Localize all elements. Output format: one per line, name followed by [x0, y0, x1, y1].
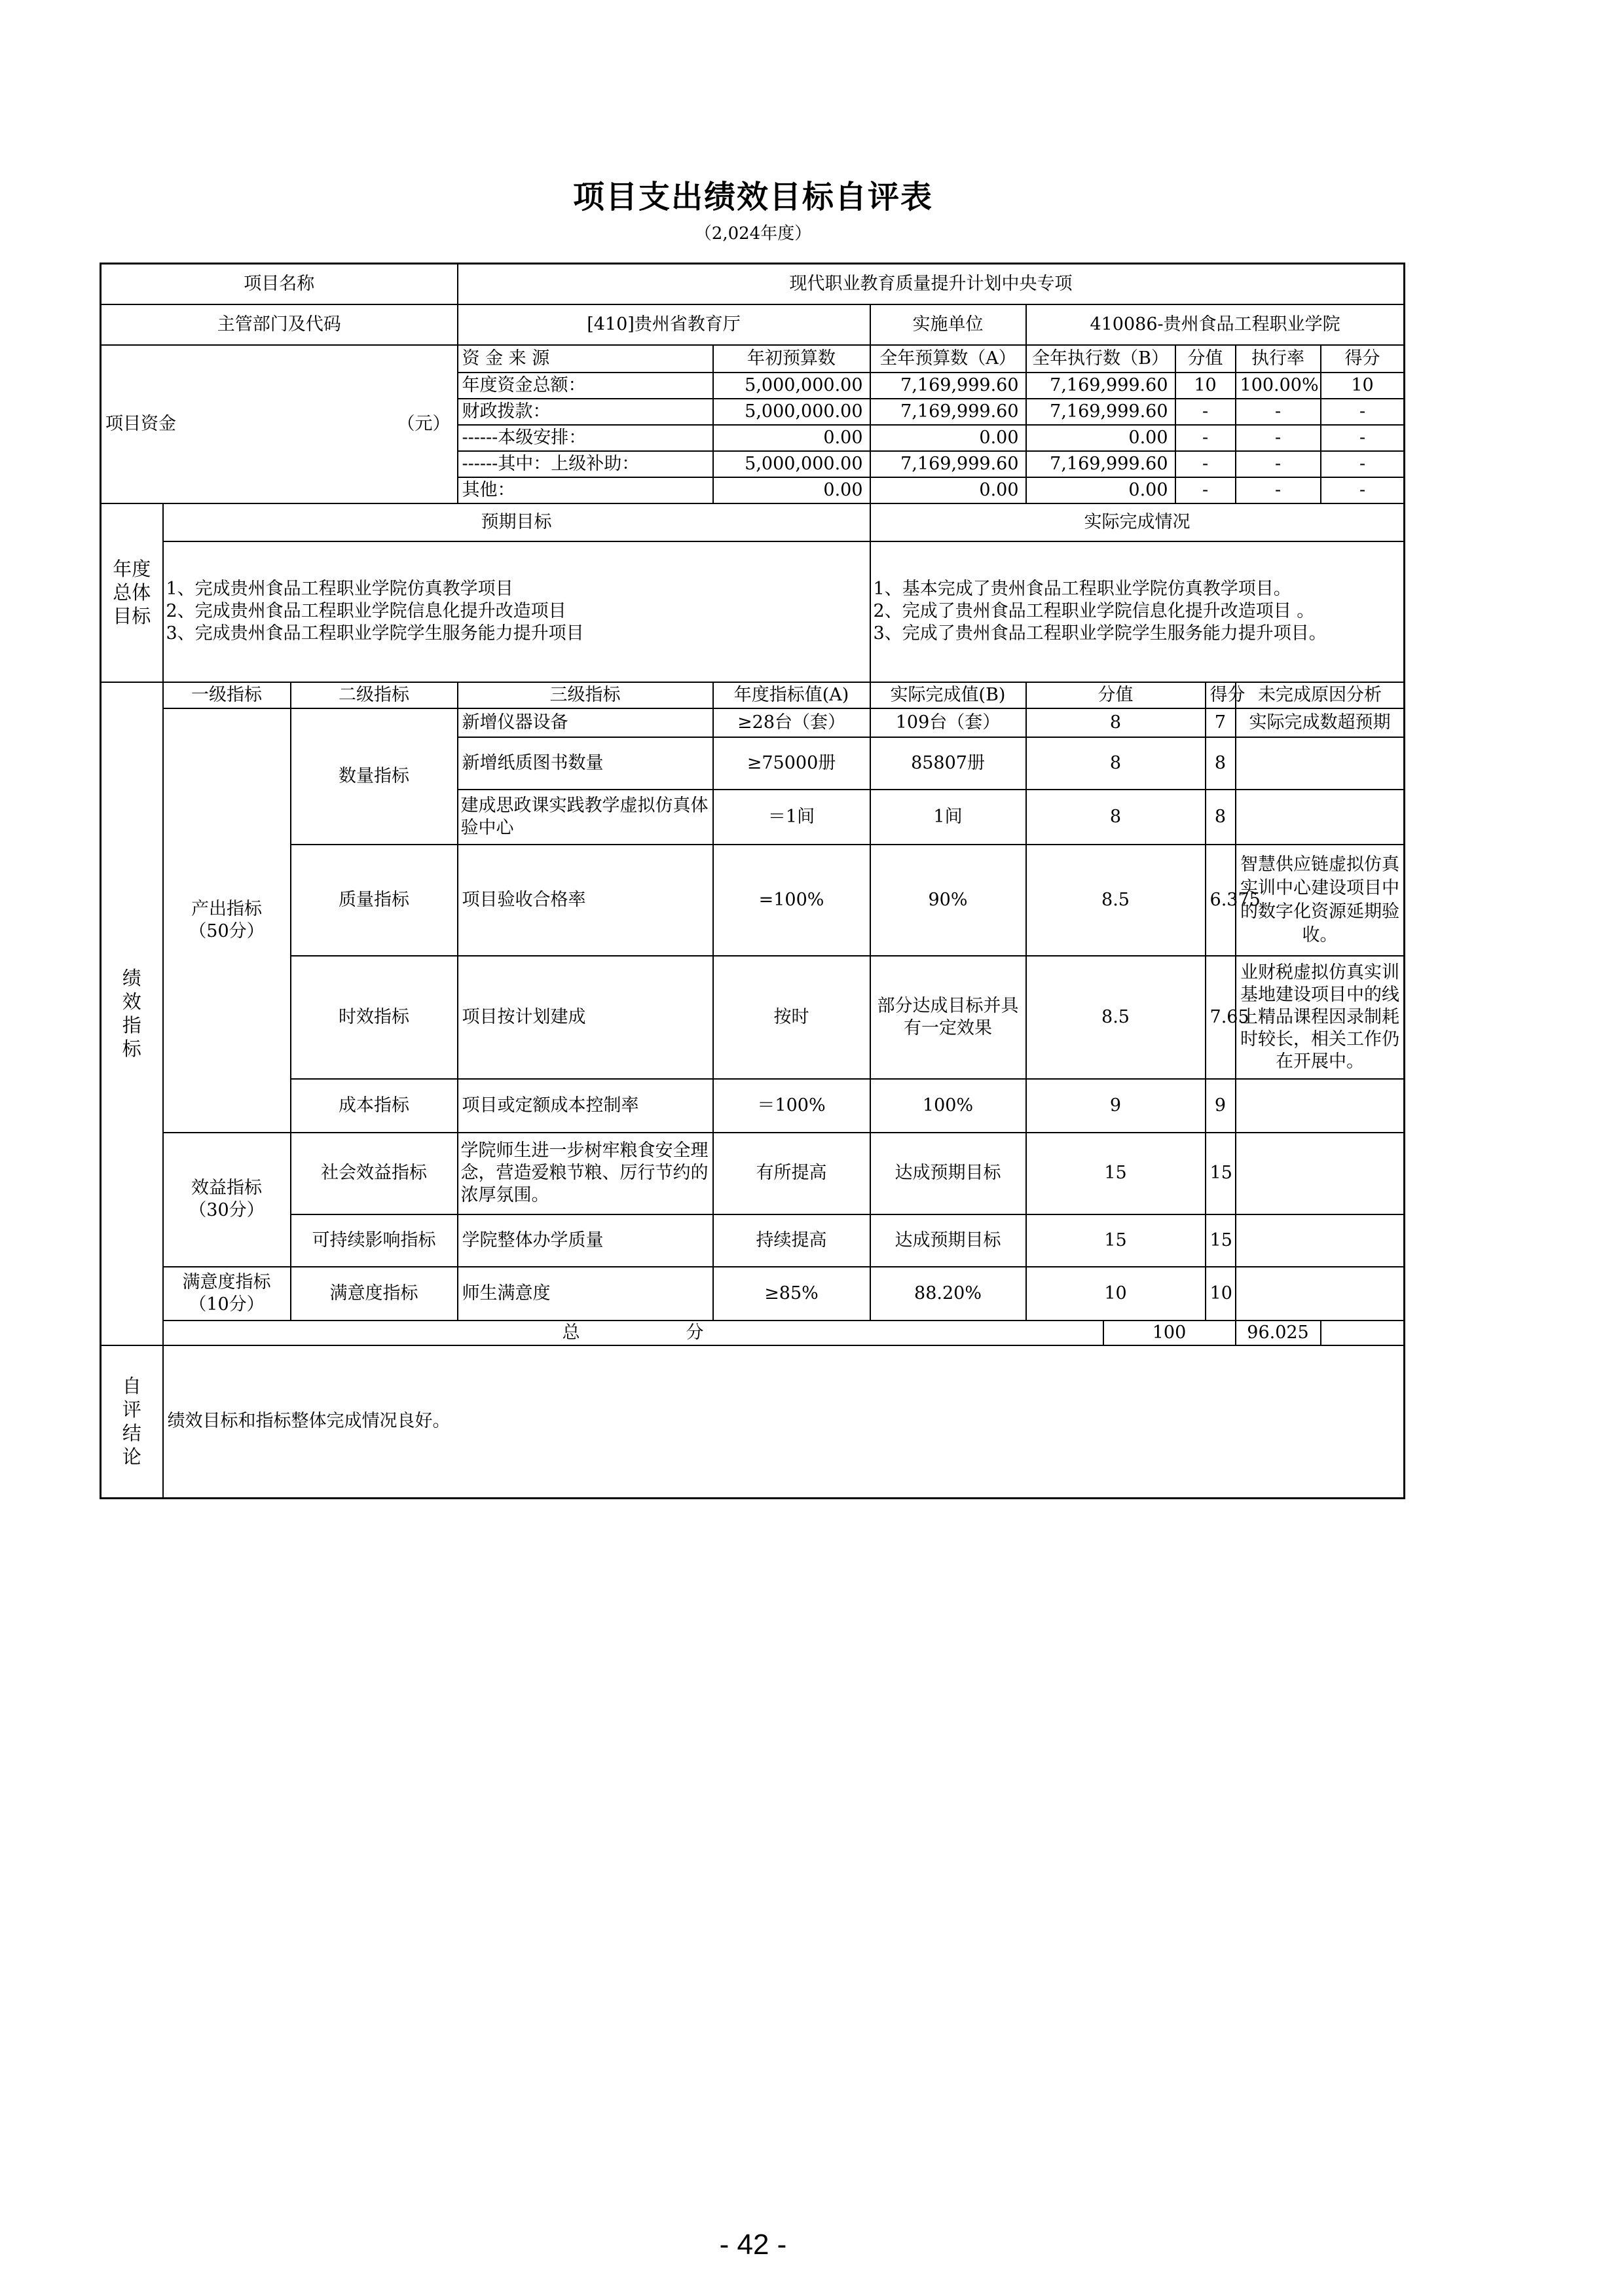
indicator-score: 10: [1026, 1267, 1206, 1321]
output-indicator-label: 产出指标 （50分）: [163, 708, 291, 1133]
timeliness-indicator-label: 时效指标: [291, 956, 458, 1079]
cost-indicator-label: 成本指标: [291, 1079, 458, 1133]
project-name-row: [101, 264, 1405, 304]
indicator-target: 持续提高: [713, 1214, 870, 1267]
funds-source: 其他：: [458, 477, 713, 503]
funds-got: -: [1321, 399, 1405, 425]
indicator-actual: 部分达成目标并具有一定效果: [870, 956, 1026, 1079]
funds-score: -: [1175, 425, 1236, 451]
funds-score: -: [1175, 451, 1236, 477]
funds-annual: 7,169,999.60: [870, 451, 1026, 477]
funds-header: 得分: [1321, 345, 1405, 373]
indicator-name: 建成思政课实践教学虚拟仿真体验中心: [458, 790, 713, 845]
total-blank: [1321, 1321, 1405, 1345]
indicator-name: 新增纸质图书数量: [458, 737, 713, 790]
indicator-got: 15: [1206, 1133, 1236, 1214]
satisfaction-indicator-label: 满意度指标 （10分）: [163, 1267, 291, 1321]
actual-goal-header: 实际完成情况: [870, 503, 1405, 541]
indicator-name: 师生满意度: [458, 1267, 713, 1321]
indicator-header: 未完成原因分析: [1236, 682, 1405, 708]
satisfaction-sub-label: 满意度指标: [291, 1267, 458, 1321]
funds-rate: -: [1236, 399, 1321, 425]
funds-header: 执行率: [1236, 345, 1321, 373]
quantity-indicator-label: 数量指标: [291, 708, 458, 845]
indicator-score: 9: [1026, 1079, 1206, 1133]
funds-initial: 0.00: [713, 477, 870, 503]
funds-executed: 0.00: [1026, 477, 1175, 503]
funds-score: 10: [1175, 373, 1236, 399]
funds-initial: 5,000,000.00: [713, 373, 870, 399]
funds-rate: -: [1236, 451, 1321, 477]
indicator-target: ＝100%: [713, 1079, 870, 1133]
indicator-header: 年度指标值(A): [713, 682, 870, 708]
expected-goal-header: 预期目标: [163, 503, 870, 541]
indicator-target: 按时: [713, 956, 870, 1079]
total-row: [101, 1321, 1405, 1345]
indicator-row: [101, 708, 1405, 737]
project-name-value: 现代职业教育质量提升计划中央专项: [458, 264, 1405, 304]
department-label: 主管部门及代码: [101, 304, 458, 345]
indicator-row: [101, 1214, 1405, 1267]
indicator-row: [101, 1079, 1405, 1133]
indicator-got: 7.65: [1206, 956, 1236, 1079]
indicator-header: 实际完成值(B): [870, 682, 1026, 708]
indicator-target: ＝1间: [713, 790, 870, 845]
total-got: 96.025: [1236, 1321, 1321, 1345]
indicator-got: 8: [1206, 790, 1236, 845]
indicator-reason: [1236, 1079, 1405, 1133]
indicator-score: 15: [1026, 1214, 1206, 1267]
indicator-reason: 智慧供应链虚拟仿真实训中心建设项目中的数字化资源延期验收。: [1236, 845, 1405, 956]
funds-annual: 7,169,999.60: [870, 399, 1026, 425]
funds-executed: 7,169,999.60: [1026, 373, 1175, 399]
funds-annual: 0.00: [870, 425, 1026, 451]
indicator-target: =100%: [713, 845, 870, 956]
indicator-score: 8: [1026, 737, 1206, 790]
indicator-actual: 109台（套）: [870, 708, 1026, 737]
indicators-label: 绩 效 指 标: [101, 682, 163, 1345]
funds-source: 年度资金总额：: [458, 373, 713, 399]
funds-rate: -: [1236, 477, 1321, 503]
indicator-target: ≥28台（套）: [713, 708, 870, 737]
funds-initial: 0.00: [713, 425, 870, 451]
indicator-reason: [1236, 1133, 1405, 1214]
total-label: 总 分: [163, 1321, 1103, 1345]
goals-label: 年度 总体 目标: [101, 503, 163, 682]
funds-got: 10: [1321, 373, 1405, 399]
funds-rate: 100.00%: [1236, 373, 1321, 399]
funds-header: 年初预算数: [713, 345, 870, 373]
funds-executed: 0.00: [1026, 425, 1175, 451]
funds-got: -: [1321, 477, 1405, 503]
indicator-reason: [1236, 737, 1405, 790]
indicator-score: 8.5: [1026, 956, 1206, 1079]
social-indicator-label: 社会效益指标: [291, 1133, 458, 1214]
funds-source: ------其中：上级补助：: [458, 451, 713, 477]
indicator-reason: 实际完成数超预期: [1236, 708, 1405, 737]
funds-header: 全年预算数（A）: [870, 345, 1026, 373]
indicator-reason: [1236, 790, 1405, 845]
indicator-name: 学院整体办学质量: [458, 1214, 713, 1267]
sustainability-indicator-label: 可持续影响指标: [291, 1214, 458, 1267]
indicator-actual: 100%: [870, 1079, 1026, 1133]
funds-annual: 0.00: [870, 477, 1026, 503]
page-title: 项目支出绩效目标自评表: [572, 179, 933, 215]
funds-label-cell: [101, 345, 458, 503]
evaluation-table: [100, 263, 1405, 1499]
indicator-actual: 1间: [870, 790, 1026, 845]
indicator-row: [101, 1267, 1405, 1321]
department-value: [410]贵州省教育厅: [458, 304, 870, 345]
indicator-score: 8.5: [1026, 845, 1206, 956]
funds-header: 分值: [1175, 345, 1236, 373]
indicator-name: 项目验收合格率: [458, 845, 713, 956]
indicator-got: 6.375: [1206, 845, 1236, 956]
funds-initial: 5,000,000.00: [713, 451, 870, 477]
indicator-reason: 业财税虚拟仿真实训基地建设项目中的线上精品课程因录制耗时较长，相关工作仍在开展中。: [1236, 956, 1405, 1079]
funds-executed: 7,169,999.60: [1026, 399, 1175, 425]
funds-label: 项目资金: [105, 413, 176, 434]
indicator-row: [101, 845, 1405, 956]
funds-score: -: [1175, 399, 1236, 425]
benefit-indicator-label: 效益指标 （30分）: [163, 1133, 291, 1267]
funds-annual: 7,169,999.60: [870, 373, 1026, 399]
indicator-got: 15: [1206, 1214, 1236, 1267]
funds-source: 财政拨款：: [458, 399, 713, 425]
indicator-row: [101, 956, 1405, 1079]
funds-source: ------本级安排：: [458, 425, 713, 451]
indicator-actual: 达成预期目标: [870, 1214, 1026, 1267]
indicator-target: 有所提高: [713, 1133, 870, 1214]
indicator-name: 项目或定额成本控制率: [458, 1079, 713, 1133]
indicator-got: 10: [1206, 1267, 1236, 1321]
year-subtitle: （2,024年度）: [694, 224, 812, 244]
indicator-score: 8: [1026, 790, 1206, 845]
indicator-got: 8: [1206, 737, 1236, 790]
indicator-got: 7: [1206, 708, 1236, 737]
funds-got: -: [1321, 425, 1405, 451]
indicator-header: 一级指标: [163, 682, 291, 708]
funds-rate: -: [1236, 425, 1321, 451]
funds-header: 全年执行数（B）: [1026, 345, 1175, 373]
funds-executed: 7,169,999.60: [1026, 451, 1175, 477]
conclusion-label: 自 评 结 论: [101, 1345, 163, 1499]
goals-content-row: [101, 541, 1405, 682]
actual-goals: 1、基本完成了贵州食品工程职业学院仿真教学项目。 2、完成了贵州食品工程职业学院信息化提升改造项目 。 3、完成了贵州食品工程职业学院学生服务能力提升项目。: [870, 541, 1405, 682]
indicator-got: 9: [1206, 1079, 1236, 1133]
indicator-target: ≥75000册: [713, 737, 870, 790]
funds-header: 资 金 来 源: [458, 345, 713, 373]
unit-value: 410086-贵州食品工程职业学院: [1026, 304, 1405, 345]
indicator-header: 得分: [1206, 682, 1236, 708]
indicator-score: 15: [1026, 1133, 1206, 1214]
funds-initial: 5,000,000.00: [713, 399, 870, 425]
indicator-header: 分值: [1026, 682, 1206, 708]
indicator-target: ≥85%: [713, 1267, 870, 1321]
goals-header-row: [101, 503, 1405, 541]
indicator-row: [101, 1133, 1405, 1214]
department-row: [101, 304, 1405, 345]
funds-unit: （元）: [397, 413, 451, 434]
funds-got: -: [1321, 451, 1405, 477]
quality-indicator-label: 质量指标: [291, 845, 458, 956]
unit-label: 实施单位: [870, 304, 1026, 345]
total-score: 100: [1103, 1321, 1236, 1345]
indicator-actual: 88.20%: [870, 1267, 1026, 1321]
conclusion-row: [101, 1345, 1405, 1499]
funds-score: -: [1175, 477, 1236, 503]
indicator-name: 新增仪器设备: [458, 708, 713, 737]
indicator-reason: [1236, 1267, 1405, 1321]
indicator-header: 三级指标: [458, 682, 713, 708]
indicator-name: 学院师生进一步树牢粮食安全理念，营造爱粮节粮、厉行节约的浓厚氛围。: [458, 1133, 713, 1214]
indicators-header-row: [101, 682, 1405, 708]
funds-header-row: [101, 345, 1405, 373]
expected-goals: 1、完成贵州食品工程职业学院仿真教学项目 2、完成贵州食品工程职业学院信息化提升改造项目 3、完成贵州食品工程职业学院学生服务能力提升项目: [163, 541, 870, 682]
indicator-actual: 达成预期目标: [870, 1133, 1026, 1214]
indicator-actual: 90%: [870, 845, 1026, 956]
indicator-score: 8: [1026, 708, 1206, 737]
indicator-header: 二级指标: [291, 682, 458, 708]
page-number: - 42 -: [719, 2229, 787, 2261]
conclusion-text: 绩效目标和指标整体完成情况良好。: [163, 1345, 1405, 1499]
indicator-actual: 85807册: [870, 737, 1026, 790]
project-name-label: 项目名称: [101, 264, 458, 304]
indicator-reason: [1236, 1214, 1405, 1267]
indicator-name: 项目按计划建成: [458, 956, 713, 1079]
